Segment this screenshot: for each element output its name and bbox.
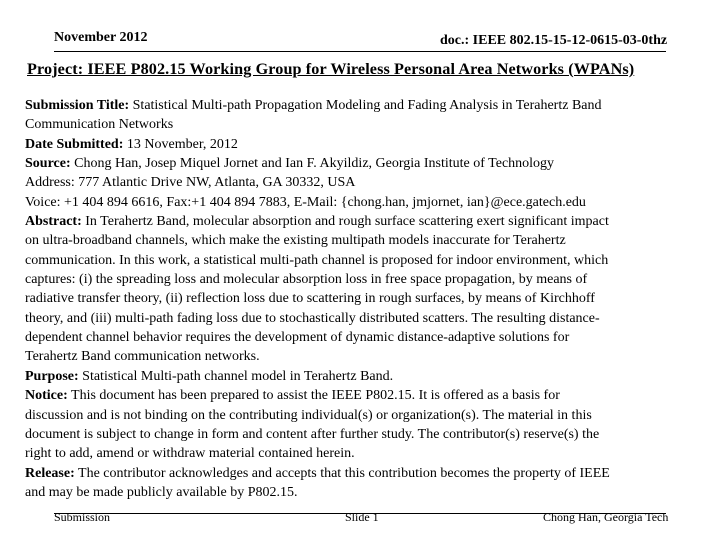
source-line bbox=[25, 154, 705, 173]
notice-line: document is subject to change in form and content after further study. The contributor(s) reserve(s) the bbox=[25, 426, 600, 442]
purpose-label: Purpose: bbox=[25, 368, 79, 384]
submission-title-label: Submission Title: bbox=[25, 98, 130, 113]
submission-title-line-2: Communication Networks bbox=[25, 117, 174, 133]
abstract-label: Abstract: bbox=[25, 214, 82, 230]
abstract-line bbox=[25, 212, 705, 231]
abstract-line: Terahertz Band communication networks. bbox=[25, 349, 260, 365]
source-value: Chong Han, Josep Miquel Jornet and Ian F. Akyildiz, Georgia Institute of Technology bbox=[70, 156, 555, 172]
footer-author: Chong Han, Georgia Tech bbox=[543, 510, 669, 524]
abstract-line: captures: (i) the spreading loss and molecular absorption loss in free space propagation, by means of bbox=[25, 272, 588, 288]
abstract-line: on ultra-broadband channels, which make the existing multipath models inaccurate for Terahertz bbox=[25, 233, 566, 249]
notice-label: Notice: bbox=[25, 388, 68, 404]
abstract-text: In Terahertz Band, molecular absorption and rough surface scattering exert significant impact bbox=[81, 214, 609, 230]
submission-title-text: Statistical Multi-path Propagation Modeling and Fading Analysis in Terahertz Band bbox=[129, 98, 602, 113]
address-line: Address: 777 Atlantic Drive NW, Atlanta, GA 30332, USA bbox=[25, 175, 356, 191]
submission-title-line bbox=[25, 96, 705, 115]
abstract-line: communication. In this work, a statistical multi-path channel is proposed for indoor environment, which bbox=[25, 252, 609, 268]
voice-line: Voice: +1 404 894 6616, Fax:+1 404 894 7883, E-Mail: {chong.han, jmjornet, ian}@ece.gatech.edu bbox=[25, 194, 586, 210]
release-label: Release: bbox=[25, 465, 75, 481]
slide-body bbox=[25, 96, 705, 502]
date-submitted-value: 13 November, 2012 bbox=[123, 136, 238, 152]
purpose-value: Statistical Multi-path channel model in Terahertz Band. bbox=[78, 368, 394, 384]
release-text: The contributor acknowledges and accepts that this contribution becomes the property of IEEE bbox=[74, 465, 610, 481]
release-line-2: and may be made publicly available by P802.15. bbox=[25, 484, 298, 500]
notice-line: right to add, amend or withdraw material contained herein. bbox=[25, 446, 355, 462]
notice-line bbox=[25, 386, 705, 405]
purpose-line bbox=[25, 367, 705, 386]
notice-text: This document has been prepared to assist the IEEE P802.15. It is offered as a basis for bbox=[67, 388, 560, 404]
header-date: November 2012 bbox=[54, 30, 148, 45]
source-label: Source: bbox=[25, 156, 71, 172]
date-submitted-label: Date Submitted: bbox=[25, 136, 124, 152]
abstract-line: theory, and (iii) multi-path fading loss due to stochastically distributed scatters. The resulting distance- bbox=[25, 310, 600, 326]
date-submitted-line bbox=[25, 135, 705, 154]
release-line bbox=[25, 464, 705, 483]
header-divider bbox=[54, 51, 666, 52]
abstract-line: radiative transfer theory, (ii) reflection loss due to scattering in rough surfaces, by means of Kirchhoff bbox=[25, 291, 595, 307]
project-title: Project: IEEE P802.15 Working Group for Wireless Personal Area Networks (WPANs) bbox=[27, 60, 635, 78]
abstract-line: dependent channel behavior requires the development of dynamic distance-adaptive solutions for bbox=[25, 330, 570, 346]
notice-line: discussion and is not binding on the contributing individual(s) or organization(s). The material in this bbox=[25, 407, 592, 423]
footer-submission: Submission bbox=[54, 510, 111, 524]
footer-slide-number: Slide 1 bbox=[345, 510, 379, 524]
header-doc-id: doc.: IEEE 802.15-15-12-0615-03-0thz bbox=[440, 33, 668, 48]
